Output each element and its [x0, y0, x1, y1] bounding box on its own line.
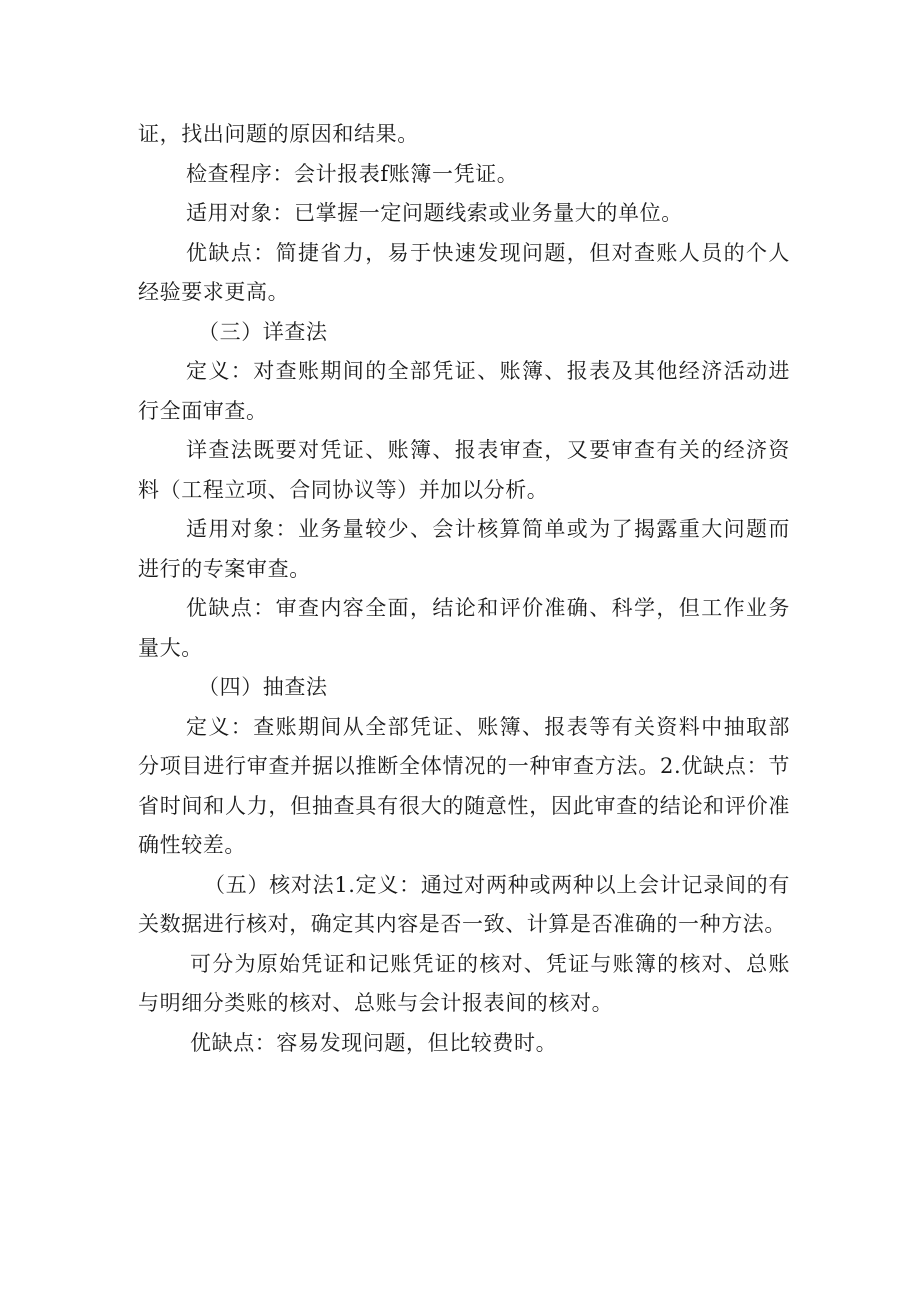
paragraph-detailed-definition: 定义：对查账期间的全部凭证、账簿、报表及其他经济活动进行全面审查。 — [138, 359, 790, 423]
paragraph-applicable-objects: 适用对象：已掌握一定问题线索或业务量大的单位。 — [186, 201, 683, 225]
paragraph-detailed-scope: 详查法既要对凭证、账簿、报表审查，又要审查有关的经济资料（工程立项、合同协议等）并加以分析。 — [138, 438, 790, 502]
paragraph-sampling-definition: 定义：查账期间从全部凭证、账簿、报表等有关资料中抽取部分项目进行审查并据以推断全体情况的一种审查方法。2.优缺点：节省时间和人力，但抽查具有很大的随意性，因此审查的结论和评价准确性较差。 — [138, 714, 790, 857]
section-heading-sampling: （四）抽查法 — [198, 675, 328, 699]
paragraph-detailed-applicable: 适用对象：业务量较少、会计核算简单或为了揭露重大问题而进行的专案审查。 — [138, 517, 790, 581]
paragraph-verification-types: 可分为原始凭证和记账凭证的核对、凭证与账簿的核对、总账与明细分类账的核对、总账与会计报表间的核对。 — [138, 951, 790, 1015]
document-body — [138, 115, 790, 1063]
paragraph-inspection-procedure: 检查程序：会计报表f账簿一凭证。 — [186, 161, 519, 186]
section-heading-verification: （五）核对法1.定义：通过对两种或两种以上会计记录间的有关数据进行核对，确定其内容是否一致、计算是否准确的一种方法。 — [138, 872, 790, 936]
paragraph-pros-cons: 优缺点：简捷省力，易于快速发现问题，但对查账人员的个人经验要求更高。 — [138, 240, 790, 304]
paragraph-verification-pros-cons: 优缺点：容易发现问题，但比较费时。 — [190, 1030, 558, 1055]
paragraph-continuation: 证，找出问题的原因和结果。 — [138, 122, 419, 146]
paragraph-detailed-pros-cons: 优缺点：审查内容全面，结论和评价准确、科学，但工作业务量大。 — [138, 596, 790, 660]
section-heading-detailed-review: （三）详查法 — [198, 319, 328, 344]
